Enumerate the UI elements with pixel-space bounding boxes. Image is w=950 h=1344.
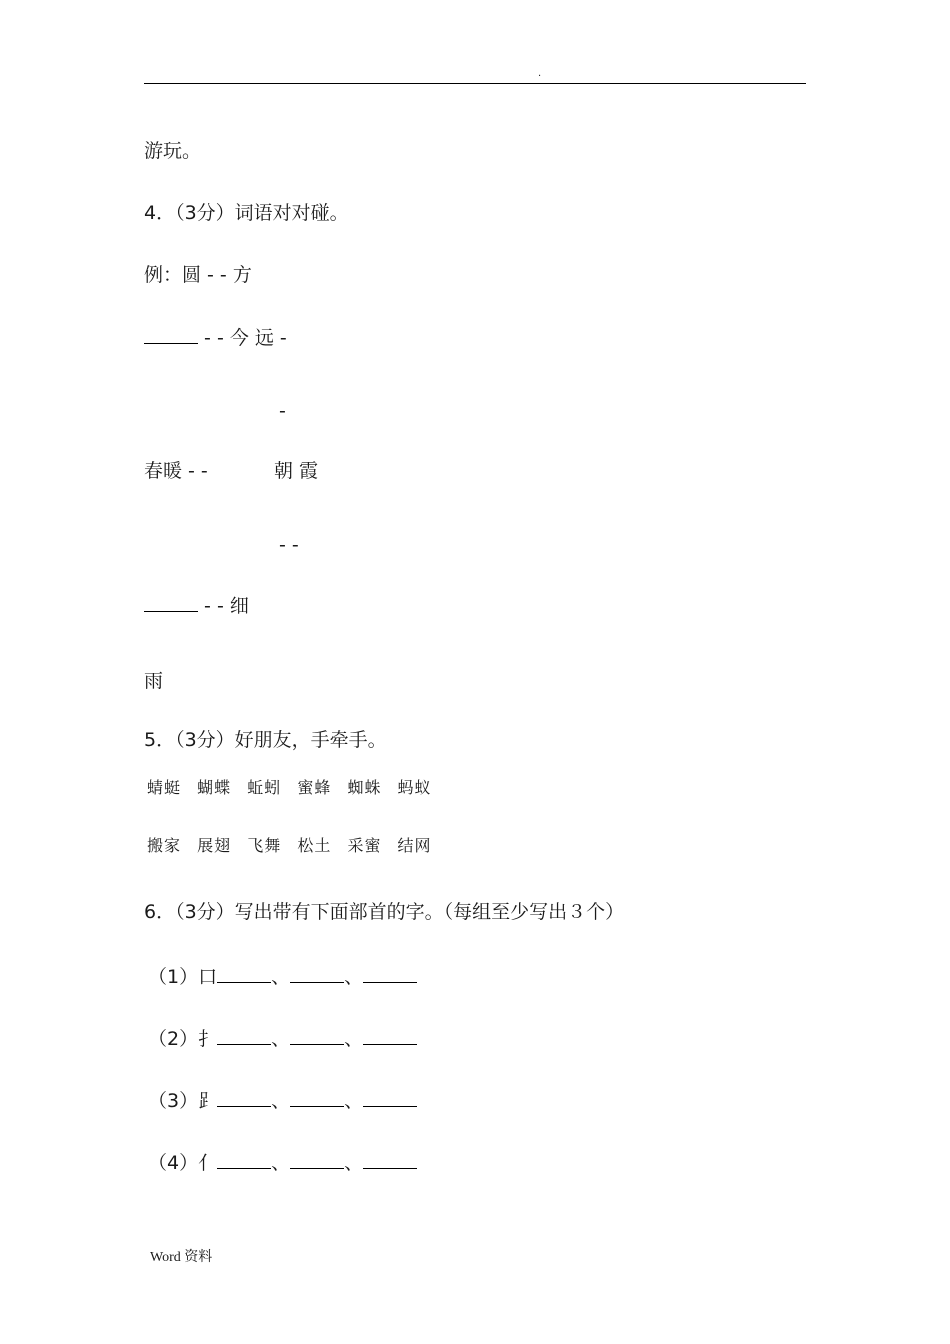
radical-label: （4）亻: [148, 1152, 218, 1174]
insect-word[interactable]: 蜜蜂: [297, 778, 332, 797]
answer-blank[interactable]: [217, 1088, 271, 1107]
insect-word[interactable]: 蜻蜓: [147, 778, 182, 797]
pair-row-5-tail: 雨: [144, 670, 164, 692]
radical-row: [148, 964, 417, 989]
separator: 、: [271, 1090, 291, 1112]
pair-row-5-text: - - 细: [204, 595, 249, 617]
pair-row-1: [144, 325, 287, 350]
pair-dash: - -: [279, 534, 299, 556]
insect-word[interactable]: 蚯蚓: [247, 778, 282, 797]
radical-row: [148, 1026, 417, 1051]
pair-row-3-left: 春暖 - -: [144, 460, 208, 482]
separator: 、: [344, 1152, 364, 1174]
separator: 、: [344, 966, 364, 988]
header-rule: [144, 83, 806, 84]
answer-blank[interactable]: [363, 964, 417, 983]
separator: 、: [344, 1090, 364, 1112]
insect-word[interactable]: 蜘蛛: [347, 778, 382, 797]
pair-row-1-text: - - 今 远 -: [204, 327, 287, 349]
action-word[interactable]: 松土: [297, 836, 332, 855]
radical-label: （3）⻊: [148, 1090, 218, 1112]
action-word[interactable]: 结网: [397, 836, 432, 855]
radical-row: [148, 1150, 417, 1175]
footer-label: Word 资料: [150, 1250, 213, 1265]
action-word[interactable]: 采蜜: [347, 836, 382, 855]
separator: 、: [271, 1028, 291, 1050]
answer-blank[interactable]: [217, 1150, 271, 1169]
insect-word[interactable]: 蚂蚁: [397, 778, 432, 797]
insect-word[interactable]: 蝴蝶: [197, 778, 232, 797]
header-mark: .: [538, 68, 542, 79]
answer-blank[interactable]: [363, 1150, 417, 1169]
answer-blank[interactable]: [217, 1026, 271, 1045]
separator: 、: [271, 966, 291, 988]
answer-blank[interactable]: [290, 1026, 344, 1045]
insect-list: [147, 778, 442, 798]
example-line: 例：圆 - - 方: [144, 264, 252, 286]
text-line: 游玩。: [144, 140, 202, 162]
answer-blank[interactable]: [290, 1150, 344, 1169]
answer-blank[interactable]: [363, 1088, 417, 1107]
separator: 、: [271, 1152, 291, 1174]
question-6-title: 6．（3分）写出带有下面部首的字。（每组至少写出３个）: [144, 901, 625, 923]
action-list: [147, 836, 442, 856]
separator: 、: [344, 1028, 364, 1050]
radical-label: （1）口: [148, 966, 218, 988]
pair-row-5: [144, 593, 249, 618]
answer-blank[interactable]: [290, 964, 344, 983]
question-4-title: 4．（3分）词语对对碰。: [144, 202, 349, 224]
pair-row-3-right: 朝 霞: [274, 460, 319, 482]
answer-blank[interactable]: [217, 964, 271, 983]
action-word[interactable]: 飞舞: [247, 836, 282, 855]
action-word[interactable]: 搬家: [147, 836, 182, 855]
action-word[interactable]: 展翅: [197, 836, 232, 855]
radical-row: [148, 1088, 417, 1113]
answer-blank[interactable]: [144, 593, 198, 612]
answer-blank[interactable]: [290, 1088, 344, 1107]
answer-blank[interactable]: [144, 325, 198, 344]
pair-dash: -: [279, 400, 286, 422]
question-5-title: 5．（3分）好朋友，手牵手。: [144, 729, 387, 751]
answer-blank[interactable]: [363, 1026, 417, 1045]
radical-label: （2）扌: [148, 1028, 218, 1050]
